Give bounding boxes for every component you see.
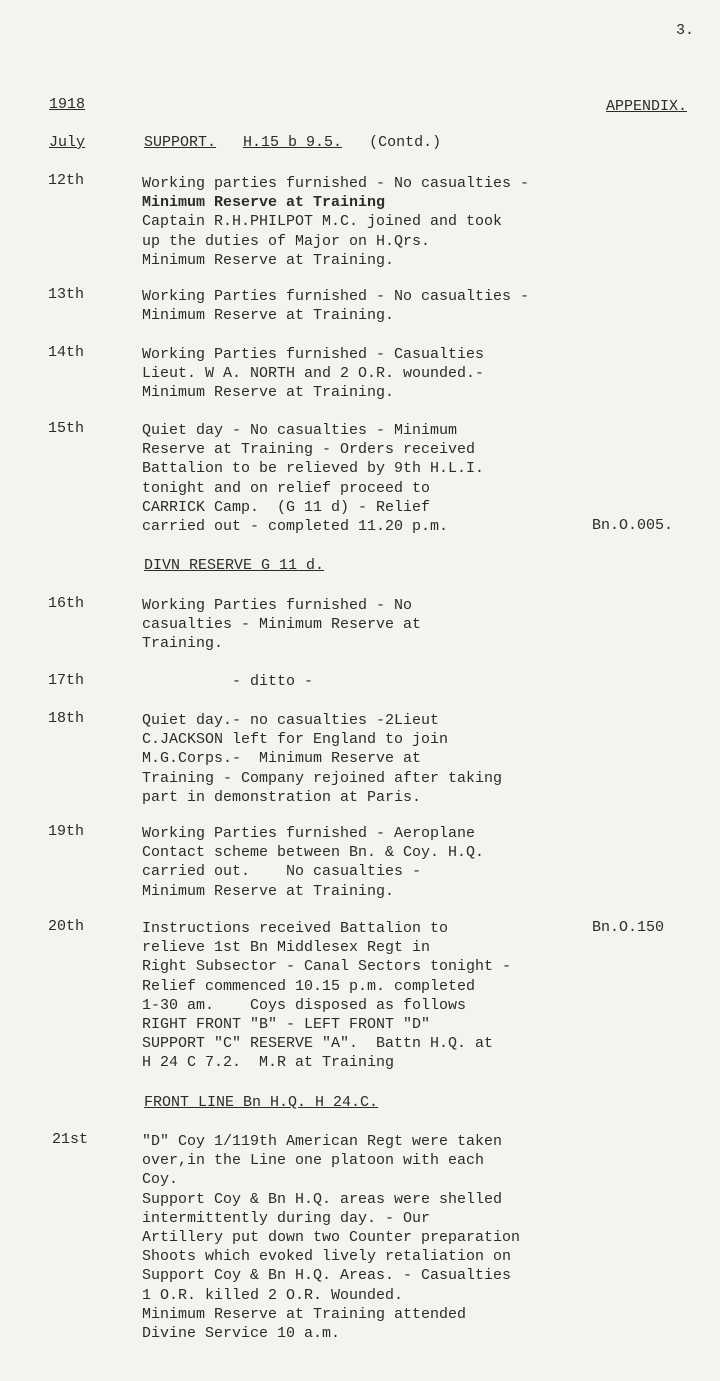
- entry-line: up the duties of Major on H.Qrs.: [142, 232, 431, 250]
- entry-date: 19th: [48, 823, 85, 840]
- entry-line: Working parties furnished - No casualties -: [142, 175, 530, 192]
- entry-text: [142, 824, 484, 901]
- entry-line: Right Subsector - Canal Sectors tonight -: [142, 958, 512, 976]
- entry-line: Training.: [142, 635, 224, 653]
- year-heading: 1918: [49, 96, 86, 113]
- appendix-heading: APPENDIX.: [606, 98, 688, 115]
- order-reference: Bn.O.005.: [592, 517, 674, 534]
- entry-line: Artillery put down two Counter preparation: [142, 1229, 521, 1247]
- entry-line: intermittently during day. - Our: [142, 1209, 431, 1227]
- entry-text: [142, 919, 511, 1073]
- entry-date: 15th: [48, 420, 85, 437]
- entry-date: 12th: [48, 172, 85, 189]
- entry-date: 18th: [48, 710, 85, 727]
- entry-line: H 24 C 7.2. M.R at Training: [142, 1054, 395, 1072]
- entry-line: Minimum Reserve at Training: [142, 194, 386, 212]
- entry-line: Minimum Reserve at Training.: [142, 307, 395, 325]
- entry-line: C.JACKSON left for England to join: [142, 731, 449, 749]
- front-line-header: FRONT LINE Bn H.Q. H 24.C.: [144, 1094, 379, 1111]
- entry-date: 13th: [48, 286, 85, 303]
- entry-line: Quiet day.- no casualties -2Lieut: [142, 712, 440, 729]
- entry-line: Coy.: [142, 1171, 179, 1189]
- entry-line: Lieut. W A. NORTH and 2 O.R. wounded.-: [142, 365, 485, 383]
- entry-line: Minimum Reserve at Training.: [142, 251, 395, 269]
- entry-date: 17th: [48, 672, 85, 689]
- page-number: 3.: [676, 22, 695, 39]
- entry-line: carried out - completed 11.20 p.m.: [142, 518, 449, 536]
- entry-line: Working Parties furnished - No casualties -: [142, 288, 530, 305]
- entry-line: Contact scheme between Bn. & Coy. H.Q.: [142, 844, 485, 862]
- entry-text: [142, 174, 529, 270]
- entry-line: "D" Coy 1/119th American Regt were taken: [142, 1133, 503, 1150]
- entry-line: Training - Company rejoined after taking: [142, 769, 503, 787]
- entry-line: Battalion to be relieved by 9th H.L.I.: [142, 460, 485, 478]
- month-heading: July: [49, 134, 86, 151]
- entry-line: Minimum Reserve at Training attended: [142, 1305, 467, 1323]
- ditto-text: - ditto -: [232, 673, 314, 690]
- entry-line: carried out. No casualties -: [142, 863, 422, 881]
- entry-line: Minimum Reserve at Training.: [142, 384, 395, 402]
- entry-date: 14th: [48, 344, 85, 361]
- entry-text: [142, 596, 421, 654]
- entry-date: 21st: [52, 1131, 89, 1148]
- entry-text: [142, 421, 484, 536]
- entry-line: Quiet day - No casualties - Minimum: [142, 422, 458, 439]
- entry-line: Instructions received Battalion to: [142, 920, 449, 937]
- entry-date: 20th: [48, 918, 85, 935]
- entry-line: over,in the Line one platoon with each: [142, 1152, 485, 1170]
- entry-line: Working Parties furnished - Casualties: [142, 346, 485, 363]
- entry-line: Captain R.H.PHILPOT M.C. joined and took: [142, 213, 503, 231]
- entry-line: Shoots which evoked lively retaliation on: [142, 1248, 512, 1266]
- entry-line: Reserve at Training - Orders received: [142, 441, 476, 459]
- divn-reserve-header: DIVN RESERVE G 11 d.: [144, 557, 325, 574]
- entry-line: Working Parties furnished - Aeroplane: [142, 825, 476, 842]
- entry-line: Minimum Reserve at Training.: [142, 882, 395, 900]
- order-reference: Bn.O.150: [592, 919, 665, 936]
- entry-line: part in demonstration at Paris.: [142, 788, 422, 806]
- entry-date: 16th: [48, 595, 85, 612]
- support-title: SUPPORT.: [144, 134, 217, 151]
- support-contd: (Contd.): [369, 134, 442, 151]
- entry-text: [142, 1132, 520, 1343]
- entry-line: M.G.Corps.- Minimum Reserve at: [142, 750, 422, 768]
- entry-text: [142, 345, 484, 403]
- entry-line: relieve 1st Bn Middlesex Regt in: [142, 939, 431, 957]
- entry-line: SUPPORT "C" RESERVE "A". Battn H.Q. at: [142, 1035, 494, 1053]
- entry-line: Working Parties furnished - No: [142, 597, 413, 614]
- support-section-header: [144, 134, 441, 151]
- entry-text: [142, 711, 502, 807]
- entry-line: 1 O.R. killed 2 O.R. Wounded.: [142, 1286, 404, 1304]
- entry-line: Support Coy & Bn H.Q. Areas. - Casualties: [142, 1267, 512, 1285]
- entry-line: Relief commenced 10.15 p.m. completed: [142, 977, 476, 995]
- entry-line: 1-30 am. Coys disposed as follows: [142, 996, 467, 1014]
- entry-line: casualties - Minimum Reserve at: [142, 616, 422, 634]
- entry-text: [142, 287, 529, 325]
- entry-line: RIGHT FRONT "B" - LEFT FRONT "D": [142, 1016, 431, 1034]
- entry-line: Support Coy & Bn H.Q. areas were shelled: [142, 1190, 503, 1208]
- entry-line: tonight and on relief proceed to: [142, 479, 431, 497]
- support-ref: H.15 b 9.5.: [243, 134, 343, 151]
- entry-line: Divine Service 10 a.m.: [142, 1325, 341, 1343]
- entry-line: CARRICK Camp. (G 11 d) - Relief: [142, 498, 431, 516]
